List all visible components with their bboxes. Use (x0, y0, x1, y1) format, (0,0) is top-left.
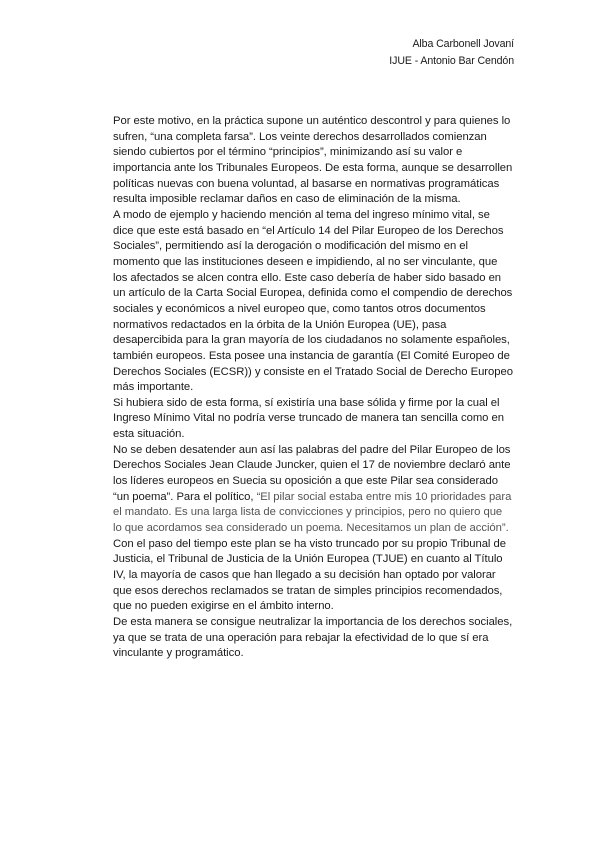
paragraph-5: Con el paso del tiempo este plan se ha visto truncado por su propio Tribunal de Justicia, el Tribunal de Justicia de la Unión Europea (TJUE) en cuanto al Título IV, la mayoría de casos que han llegado a su decisión han optado por valorar que esos derechos reclamados se tratan de simples principios recomendados, que no pueden exigirse en el ámbito interno. (113, 537, 506, 613)
affiliation: IJUE - Antonio Bar Cendón (389, 55, 514, 67)
document-body (113, 114, 513, 662)
author-name: Alba Carbonell Jovaní (412, 38, 514, 50)
paragraph-6: De esta manera se consigue neutralizar la importancia de los derechos sociales, ya que se trata de una operación para rebajar la efectividad de lo que sí era vinculante y programático. (113, 616, 513, 660)
paragraph-1: Por este motivo, en la práctica supone un auténtico descontrol y para quienes lo sufren, “una completa farsa”. Los veinte derechos desarrollados comienzan siendo cubiertos por el término “principios”, minimizando así su valor e importancia ante los Tribunales Europeos. De esta forma, aunque se desarrollen políticas nuevas con buena voluntad, al basarse en normativas programáticas resulta imposible reclamar daños en caso de eliminación de la misma. (113, 115, 513, 206)
paragraph-4 (113, 443, 513, 537)
paragraph-3: Si hubiera sido de esta forma, sí existiría una base sólida y firme por la cual el Ingreso Mínimo Vital no podría verse truncado de manera tan sencilla como en esta situación. (113, 396, 504, 441)
paragraph-4-text: No se deben desatender aun así las palabras del padre del Pilar Europeo de los Derechos Sociales Jean Claude Juncker, quien el 17 de noviembre declaró ante los líderes europeos en Suecia su oposición a que este Pilar sea considerado “un poema”. Para el político, (113, 443, 511, 503)
page-header (389, 36, 514, 70)
paragraph-2: A modo de ejemplo y haciendo mención al tema del ingreso mínimo vital, se dice que este está basado en “el Artículo 14 del Pilar Europeo de los Derechos Sociales”, permitiendo así la derogación o modificación del mismo en el momento que las instituciones deseen e impidiendo, al no ser vinculante, que los afectados se alcen contra ello. Este caso debería de haber sido basado en un artículo de la Carta Social Europea, definida como el compendio de derechos sociales y económicos a nivel europeo que, como tantos otros documentos normativos redactados en la órbita de la Unión Europea (UE), pasa desapercibida para la gran mayoría de los ciudadanos no solamente españoles, también europeos. Esta posee una instancia de garantía (El Comité Europeo de Derechos Sociales (ECSR)) y consiste en el Tratado Social de Derecho Europeo más importante. (113, 208, 513, 394)
juncker-quote: “El pilar social estaba entre mis 10 prioridades para el mandato. Es una larga lista de convicciones y principios, pero no quiero que lo que acordamos sea considerado un poema. Necesitamos un plan de acción”. (113, 490, 512, 535)
